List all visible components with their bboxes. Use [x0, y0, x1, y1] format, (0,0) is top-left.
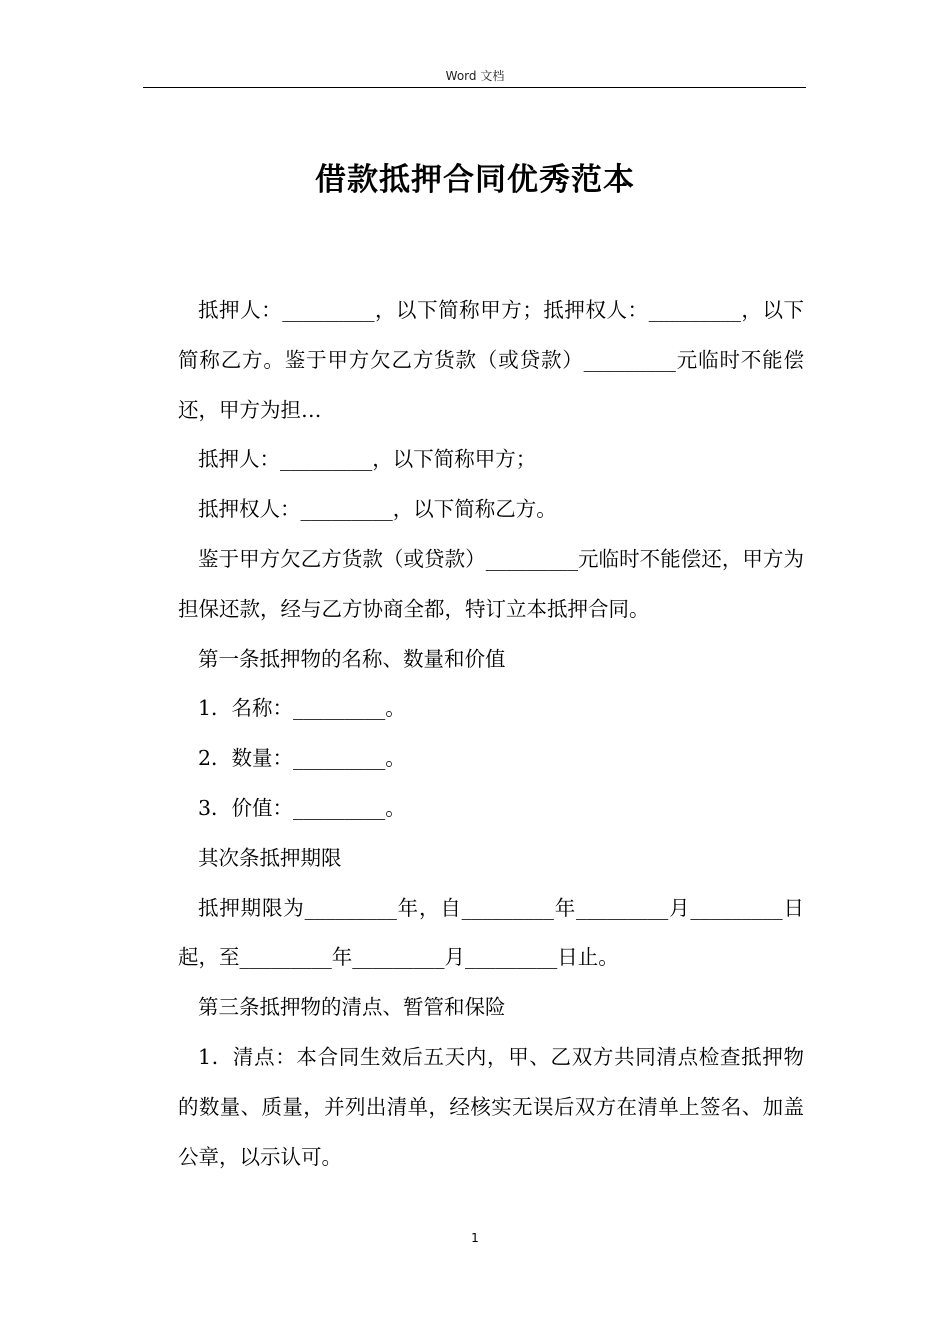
paragraph-summary: 抵押人：_________，以下简称甲方；抵押权人：_________，以下简称乙方。鉴于甲方欠乙方货款（或贷款）_________元临时不能偿还，甲方为担… [178, 298, 804, 422]
article-3-item-inventory: 1．清点：本合同生效后五天内，甲、乙双方共同清点检查抵押物的数量、质量，并列出清单，经核实无误后双方在清单上签名、加盖公章，以示认可。 [178, 1044, 804, 1169]
paragraph-mortgagor: 抵押人：_________，以下简称甲方； [198, 447, 537, 472]
paragraph-preamble: 鉴于甲方欠乙方货款（或贷款）_________元临时不能偿还，甲方为担保还款，经与乙方协商全都，特订立本抵押合同。 [178, 546, 804, 621]
article-1-item-name: 1．名称：_________。 [198, 696, 406, 721]
article-1-heading: 第一条抵押物的名称、数量和价值 [198, 646, 506, 671]
page-header-label: Word 文档 [445, 69, 505, 83]
paragraph-mortgagee: 抵押权人：_________，以下简称乙方。 [198, 497, 557, 522]
header-divider [143, 87, 806, 88]
article-2-term: 抵押期限为_________年，自_________年_________月_________日起，至_________年_________月_________日止。 [178, 895, 804, 970]
article-2-heading: 其次条抵押期限 [198, 845, 342, 870]
page-number: 1 [471, 1231, 479, 1245]
document-title: 借款抵押合同优秀范本 [315, 162, 635, 198]
document-body [178, 286, 804, 1182]
article-1-item-value: 3．价值：_________。 [198, 795, 406, 820]
article-3-heading: 第三条抵押物的清点、暂管和保险 [198, 995, 506, 1020]
article-1-item-quantity: 2．数量：_________。 [198, 746, 406, 771]
